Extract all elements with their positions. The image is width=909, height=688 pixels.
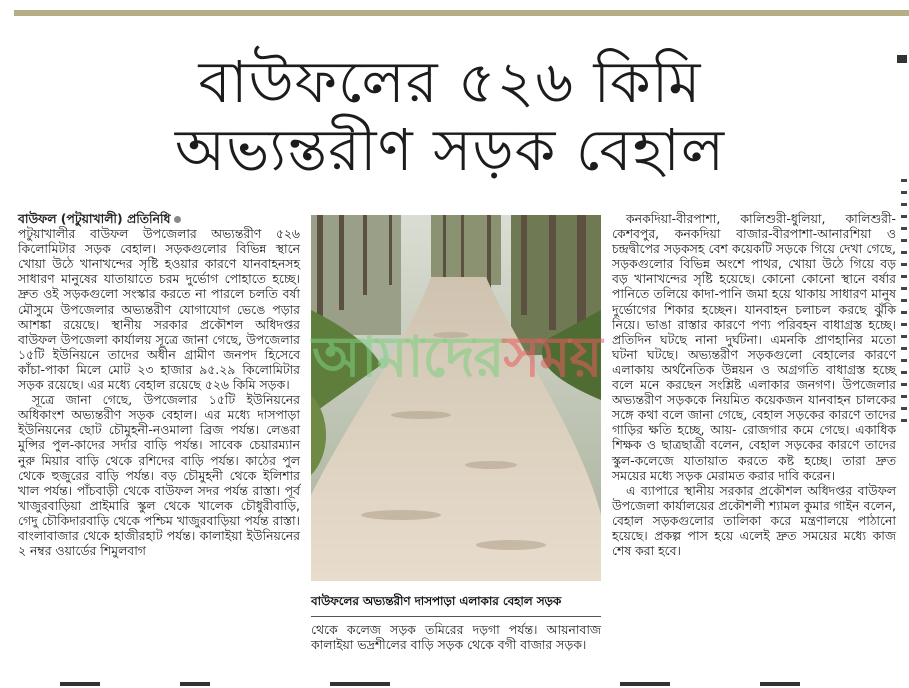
article-headline: [100, 48, 800, 184]
paragraph: কনকদিয়া-বীরপাশা, কালিশুরী-ধুলিয়া, কালিশুরী-কেশবপুর, কনকদিয়া বাজার-বীরপাশা-আনারশিয়া ও চন্দ্রদ্বীপের সড়কসহ বেশ কয়েকটি সড়কে গিয়ে দেখা গেছে, সড়কগুলোর বিভিন্ন অংশে পাথর, খোয়া উঠে গিয়ে বড় বড় খানাখন্দের সৃষ্টি হয়েছে। কোনো কোনো স্থানে বর্ষার পানিতে তলিয়ে কাদা-পানি জমা হয়ে থাকায় সাধারণ মানুষ দুর্ভোগের শিকার হচ্ছেন। যানবাহন চলাচল করছে ঝুঁকি নিয়ে। ভাঙা রাস্তার কারণে পণ্য পরিবহন বাধাগ্রস্ত হচ্ছে। প্রতিদিন ঘটছে নানা দুর্ঘটনা। এমনকি প্রাণহানির মতো ঘটনা ঘটছে। অভ্যন্তরীণ সড়কগুলো বেহালের কারণে এলাকায় অর্থনৈতিক উন্নয়ন ও অগ্রগতি বাধাগ্রস্ত হচ্ছে বলে মনে করছেন সংশ্লিষ্ট এলাকার জনগণ। উপজেলার অভ্যন্তরীণ সড়ককে নিয়মিত কয়েকজন যানবাহন চালকের সঙ্গে কথা বলে জানা গেছে, বেহাল সড়কের কারণে তাদের গাড়ির ক্ষতি হচ্ছে, আয়- রোজগার কমে গেছে। একাধিক শিক্ষক ও ছাত্রছাত্রী বলেন, বেহাল সড়কের কারণে তাদের স্কুল-কলেজে যাতায়াত করতে কষ্ট হচ্ছে। তারা দ্রুত সময়ের মধ্যে সড়ক মেরামত করার দাবি করেন।: [612, 211, 896, 483]
paragraph: থেকে কলেজ সড়ক তমিরের দড়গা পর্যন্ত। আয়নাবাজ কালাইয়া ভদ্রশীলের বাড়ি সড়ক থেকে বগী বাজার সড়ক।: [311, 622, 601, 653]
paragraph: পটুয়াখালীর বাউফল উপজেলার অভ্যন্তরীণ ৫২৬ কিলোমিটার সড়ক বেহাল। সড়কগুলোর বিভিন্ন স্থানে খোয়া উঠে খানাখন্দের সৃষ্টি হওয়ার কারণে যানবাহনসহ সাধারণ মানুষের যাতায়াতে চরম দুর্ভোগ পোহাতে হচ্ছে। দ্রুত ওই সড়কগুলো সংস্কার করতে না পারলে চলতি বর্ষা মৌসুমে উপজেলার অভ্যন্তরীণ যোগাযোগ ভেঙে পড়ার আশঙ্কা রয়েছে। স্থানীয় সরকার প্রকৌশল অধিদপ্তর বাউফল উপজেলা কার্যালয় সূত্রে জানা গেছে, উপজেলার ১৫টি ইউনিয়নে তাদের অধীন গ্রামীণ জনপদ হিসেবে কাঁচা-পাকা মিলে মোট ২৩ হাজার ৯৫.২৯ কিলোমিটার সড়ক রয়েছে। এর মধ্যে বেহাল রয়েছে ৫২৬ কিমি সড়ক।: [18, 226, 300, 393]
paragraph: এ ব্যাপারে স্থানীয় সরকার প্রকৌশল অধিদপ্তর বাউফল উপজেলা কার্যালয়ের প্রকৌশলী শ্যামল কুমার গাইন বলেন, বেহাল সড়কগুলোর তালিকা করে মন্ত্রণালয়ে পাঠানো হয়েছে। প্রকল্প পাস হয়ে এলেই দ্রুত সময়ের মধ্যে কাজ শেষ করা হবে।: [612, 482, 896, 559]
watermark-green: আমাদের: [312, 325, 504, 390]
bullet-icon: [174, 216, 181, 223]
article-column-middle: [311, 622, 601, 652]
road-photo-illustration: [311, 215, 601, 581]
paragraph: সূত্রে জানা গেছে, উপজেলার ১৫টি ইউনিয়নের অধিকাংশ অভ্যন্তরীণ সড়ক বেহাল। এর মধ্যে দাসপাড়া ইউনিয়নের ছোট চৌমুহনী-নওমালা ব্রিজ পর্যন্ত। লেঙরা মুন্সির পুল-কাদের সর্দার বাড়ি পর্যন্ত। সাবেক চেয়ারম্যান নুরু মিয়ার বাড়ি থেকে রশিদের বাড়ি পর্যন্ত। কাঠের পুল থেকে হুজুরের বাড়ি পর্যন্ত। বড় চৌমুহনী থেকে ইলিশার খাল পর্যন্ত। পাঁচবাড়ী থেকে বাউফল সদর পর্যন্ত রাস্তা। পূর্ব খাজুরবাড়িয়া প্রাইমারি স্কুল থেকে খালেক চৌধুরীবাড়ি, গেদু চৌকিদারবাড়ি থেকে পশ্চিম খাজুরবাড়িয়া পর্যন্ত রাস্তা। বাংলাবাজার থেকে হাজীরহাট পর্যন্ত। কালাইয়া ইউনিয়নের ২ নম্বর ওয়ার্ডের শিমুলবাগ: [18, 392, 300, 559]
byline-row: [18, 211, 300, 226]
headline-line-1: বাউফলের ৫২৬ কিমি: [198, 48, 702, 116]
road-photo: [311, 215, 601, 581]
watermark-red: সময়: [503, 325, 602, 390]
top-rule: [14, 10, 909, 16]
photo-caption: বাউফলের অভ্যন্তরীণ দাসপাড়া এলাকার বেহাল সড়ক: [311, 592, 601, 617]
adjacent-article-fragment: [897, 55, 907, 63]
headline-line-2: অভ্যন্তরীণ সড়ক বেহাল: [174, 116, 726, 184]
article-column-left: [18, 211, 300, 558]
byline: বাউফল (পটুয়াখালী) প্রতিনিধি: [18, 211, 171, 226]
article-column-right: [612, 211, 896, 558]
cropped-next-line: [0, 682, 909, 688]
adjacent-article-column: [899, 170, 909, 670]
